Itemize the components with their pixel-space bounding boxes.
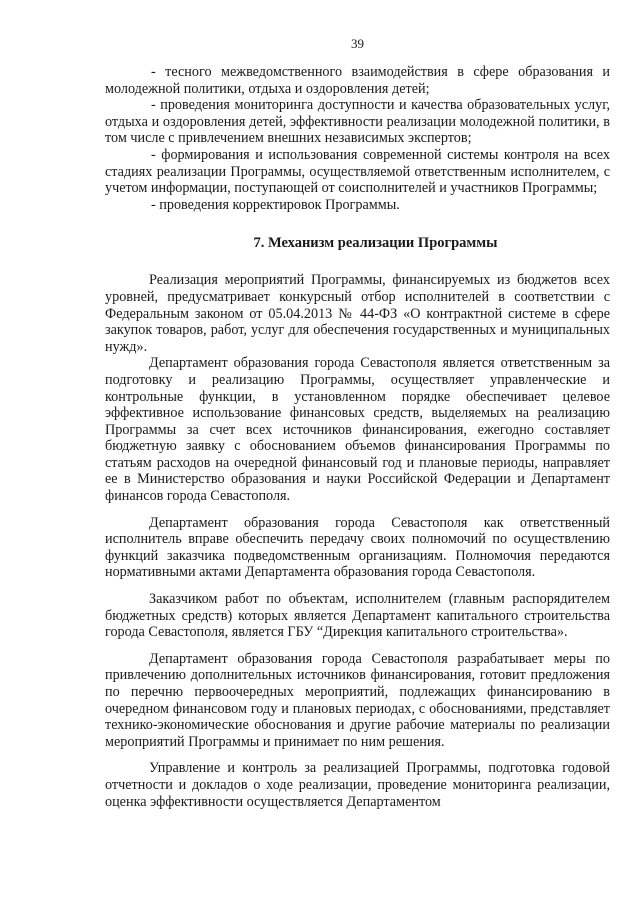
paragraph: Департамент образования города Севастополя разрабатывает меры по привлечению дополнительных источников финансирования, готовит предложения по перечню первоочередных мероприятий, подлежащих финансированию в очередном финансовом году и плановых периодах, с обоснованиями, представляет технико-экономические обоснования и другие рабочие материалы по реализации мероприятий Программы и принимает по ним решения. — [105, 650, 610, 750]
list-item: - проведения мониторинга доступности и качества образовательных услуг, отдыха и оздоровления детей, эффективности реализации молодежной политики, в том числе с привлечением внешних независимых экспертов; — [105, 97, 610, 147]
paragraph: Департамент образования города Севастополя как ответственный исполнитель вправе обеспечить передачу своих полномочий по осуществлению функций заказчика подведомственным организациям. Полномочия передаются нормативными актами Департамента образования города Севастополя. — [105, 514, 610, 581]
page-number: 39 — [351, 36, 364, 51]
section-body — [105, 272, 610, 810]
list-item: - тесного межведомственного взаимодействия в сфере образования и молодежной политики, отдыха и оздоровления детей; — [105, 64, 610, 97]
section-heading: 7. Механизм реализации Программы — [253, 235, 498, 252]
list-item: - формирования и использования современной системы контроля на всех стадиях реализации Программы, осуществляемой ответственным исполнителем, с учетом информации, поступающей от соисполнителей и участников Программы; — [105, 146, 610, 197]
paragraph: Заказчиком работ по объектам, исполнителем (главным распорядителем бюджетных средств) которых является Департамент капитального строительства города Севастополя, является ГБУ “Дирекция капитального строительства». — [105, 591, 610, 641]
monitoring-list — [105, 64, 610, 213]
paragraph: Реализация мероприятий Программы, финансируемых из бюджетов всех уровней, предусматривает конкурсный отбор исполнителей в соответствии с Федеральным законом от 05.04.2013 № 44-ФЗ «О контрактной системе в сфере закупок товаров, работ, услуг для обеспечения государственных и муниципальных нужд». — [105, 272, 610, 355]
list-item: - проведения корректировок Программы. — [151, 196, 400, 213]
paragraph: Департамент образования города Севастополя является ответственным за подготовку и реализацию Программы, осуществляет управленческие и контрольные функции, в установленном порядке обеспечивает целевое эффективное использование финансовых средств, выделяемых на реализацию Программы за счет всех источников финансирования, ежегодно составляет бюджетную заявку с обоснованием объемов финансирования Программы по статьям расходов на очередной финансовый год и плановые периоды, направляет ее в Министерство образования и науки Российской Федерации и Департамент финансов города Севастополя. — [105, 355, 610, 505]
paragraph: Управление и контроль за реализацией Программы, подготовка годовой отчетности и докладов о ходе реализации, проведение мониторинга реализации, оценка эффективности осуществляется Департаментом — [105, 760, 610, 810]
